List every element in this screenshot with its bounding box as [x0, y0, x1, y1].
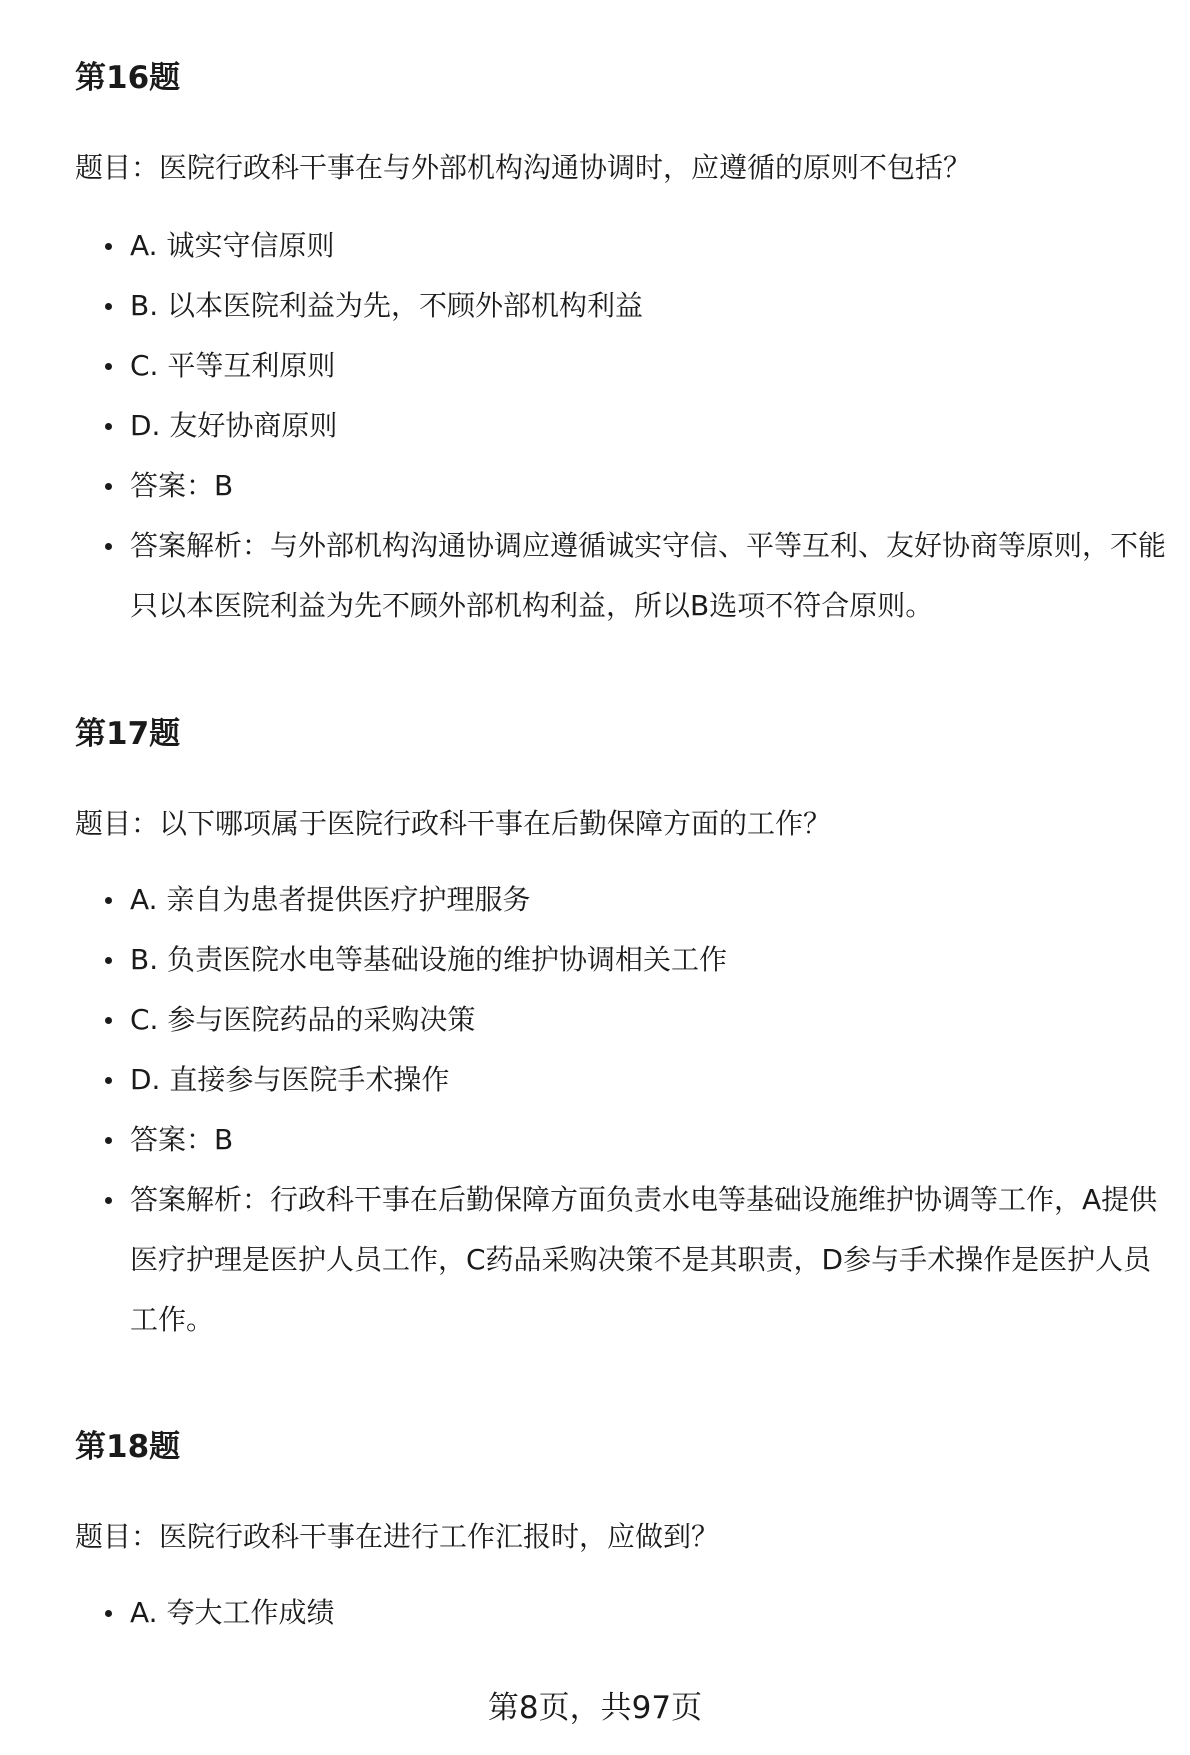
list-item: [75, 930, 1170, 990]
option-text: C. 参与医院药品的采购决策: [130, 1003, 476, 1036]
option-text: D. 直接参与医院手术操作: [130, 1063, 450, 1096]
option-text: A. 亲自为患者提供医疗护理服务: [130, 883, 531, 916]
list-item: [75, 1583, 1170, 1643]
page-number: 第8页，共97页: [487, 1690, 703, 1726]
option-text: B. 负责医院水电等基础设施的维护协调相关工作: [130, 943, 728, 976]
bullet-icon: [105, 1137, 112, 1144]
bullet-icon: [105, 1197, 112, 1204]
bullet-icon: [105, 1610, 112, 1617]
option-list: [75, 1583, 1170, 1643]
list-item: [75, 1050, 1170, 1110]
list-item: [75, 216, 1170, 276]
list-item: [75, 336, 1170, 396]
explanation-item: [75, 1170, 1170, 1350]
bullet-icon: [105, 363, 112, 370]
option-text: D. 友好协商原则: [130, 409, 338, 442]
explanation-text: 答案解析：行政科干事在后勤保障方面负责水电等基础设施维护协调等工作，A提供医疗护理是医护人员工作，C药品采购决策不是其职责，D参与手术操作是医护人员工作。: [130, 1183, 1158, 1336]
bullet-icon: [105, 303, 112, 310]
answer-text: 答案：B: [130, 1123, 234, 1156]
explanation-text: 答案解析：与外部机构沟通协调应遵循诚实守信、平等互利、友好协商等原则，不能只以本医院利益为先不顾外部机构利益，所以B选项不符合原则。: [130, 529, 1167, 622]
bullet-icon: [105, 483, 112, 490]
option-list: [75, 870, 1170, 1350]
list-item: [75, 870, 1170, 930]
list-item: [75, 990, 1170, 1050]
bullet-icon: [105, 897, 112, 904]
bullet-icon: [105, 243, 112, 250]
list-item: [75, 396, 1170, 456]
answer-item: [75, 456, 1170, 516]
question-stem: 题目：以下哪项属于医院行政科干事在后勤保障方面的工作？: [75, 807, 832, 840]
question-stem: 题目：医院行政科干事在与外部机构沟通协调时，应遵循的原则不包括？: [75, 151, 972, 184]
question-17: [75, 714, 1170, 1336]
option-text: A. 诚实守信原则: [130, 229, 335, 262]
bullet-icon: [105, 1017, 112, 1024]
question-18: [75, 1427, 1170, 1629]
option-text: A. 夸大工作成绩: [130, 1596, 335, 1629]
answer-text: 答案：B: [130, 469, 234, 502]
option-text: C. 平等互利原则: [130, 349, 336, 382]
bullet-icon: [105, 957, 112, 964]
question-stem: 题目：医院行政科干事在进行工作汇报时，应做到？: [75, 1520, 720, 1553]
question-title: 第18题: [75, 1429, 181, 1465]
answer-item: [75, 1110, 1170, 1170]
question-16: [75, 58, 1170, 622]
option-text: B. 以本医院利益为先，不顾外部机构利益: [130, 289, 644, 322]
bullet-icon: [105, 1077, 112, 1084]
question-title: 第16题: [75, 60, 181, 96]
question-title: 第17题: [75, 716, 181, 752]
option-list: [75, 216, 1170, 636]
explanation-item: [75, 516, 1170, 636]
list-item: [75, 276, 1170, 336]
bullet-icon: [105, 543, 112, 550]
bullet-icon: [105, 423, 112, 430]
